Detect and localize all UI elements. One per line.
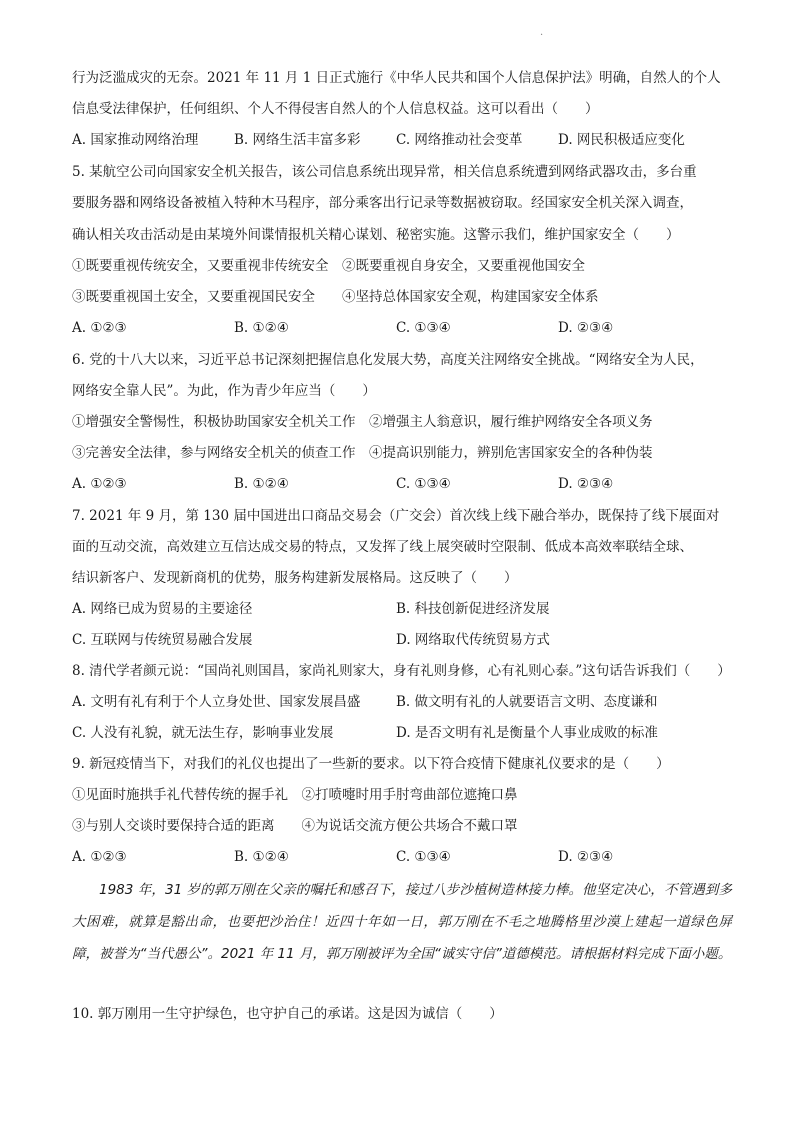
q4-text-line1: 行为泛滥成灾的无奈。2021 年 11 月 1 日正式施行《中华人民共和国个人信息保护法》明确，自然人的个人 (72, 70, 721, 86)
q8-text-line1: 8. 清代学者颜元说：“国尚礼则国昌，家尚礼则家大，身有礼则身修，心有礼则心泰。”这句话告诉我们（ ） (72, 663, 731, 679)
q9-statement-1: ①见面时施拱手礼代替传统的握手礼 ②打喷嚏时用手肘弯曲部位遮掩口鼻 (72, 787, 518, 803)
q6-text-line2: 网络安全靠人民”。为此，作为青少年应当（ ） (72, 383, 376, 399)
q10-text-line1: 10. 郭万刚用一生守护绿色，也守护自己的承诺。这是因为诚信（ ） (72, 1006, 503, 1022)
q5-option-b: B. ①②④ (234, 320, 289, 336)
q9-text-line1: 9. 新冠疫情当下，对我们的礼仪也提出了一些新的要求。以下符合疫情下健康礼仪要求的是（ ） (72, 756, 670, 772)
q7-text-line2: 面的互动交流，高效建立互信达成交易的特点，又发挥了线上展突破时空限制、低成本高效率联结全球、 (72, 539, 693, 555)
q4-option-b: B. 网络生活丰富多彩 (234, 132, 361, 148)
q7-option-c: C. 互联网与传统贸易融合发展 (72, 632, 253, 648)
q7-text-line3: 结识新客户、发现新商机的优势，服务构建新发展格局。这反映了（ ） (72, 570, 518, 586)
q4-option-d: D. 网民积极适应变化 (558, 132, 685, 148)
q9-option-d: D. ②③④ (558, 849, 614, 865)
q6-option-c: C. ①③④ (396, 476, 451, 492)
q4-text-line2: 信息受法律保护，任何组织、个人不得侵害自然人的个人信息权益。这可以看出（ ） (72, 101, 599, 117)
material-paragraph: 1983 年，31 岁的郭万刚在父亲的嘱托和感召下，接过八步沙植树造林接力棒。他坚定决心，不管遇到多大困难，就算是豁出命，也要把沙治住！近四十年如一日，郭万刚在不毛之地腾格里沙漠上建起一道绿色屏障，被誉为“当代愚公”。2021 年 11 月，郭万刚被评为全国“诚实守信”道德模范。请根据材料完成下面小题。 (72, 882, 732, 962)
q9-option-c: C. ①③④ (396, 849, 451, 865)
q9-option-a: A. ①②③ (72, 849, 127, 865)
page-mark: · (540, 30, 544, 41)
q6-option-a: A. ①②③ (72, 476, 127, 492)
q8-option-d: D. 是否文明有礼是衡量个人事业成败的标准 (396, 725, 658, 741)
q4-option-a: A. 国家推动网络治理 (72, 132, 199, 148)
q6-text-line1: 6. 党的十八大以来，习近平总书记深刻把握信息化发展大势，高度关注网络安全挑战。“网络安全为人民， (72, 352, 704, 368)
q7-option-a: A. 网络已成为贸易的主要途径 (72, 601, 253, 617)
q6-statement-1: ①增强安全警惕性，积极协助国家安全机关工作 ②增强主人翁意识，履行维护网络安全各项义务 (72, 414, 653, 430)
q5-text-line3: 确认相关攻击活动是由某境外间谍情报机关精心谋划、秘密实施。这警示我们，维护国家安全（ ） (72, 227, 680, 243)
q5-option-c: C. ①③④ (396, 320, 451, 336)
q9-option-b: B. ①②④ (234, 849, 289, 865)
q5-option-a: A. ①②③ (72, 320, 127, 336)
q7-option-d: D. 网络取代传统贸易方式 (396, 632, 550, 648)
q6-option-b: B. ①②④ (234, 476, 289, 492)
q7-text-line1: 7. 2021 年 9 月，第 130 届中国进出口商品交易会（广交会）首次线上线下融合举办，既保持了线下展面对 (72, 508, 720, 524)
q5-option-d: D. ②③④ (558, 320, 614, 336)
q8-option-a: A. 文明有礼有利于个人立身处世、国家发展昌盛 (72, 694, 361, 710)
q4-option-c: C. 网络推动社会变革 (396, 132, 523, 148)
q5-statement-2: ③既要重视国土安全，又要重视国民安全 ④坚持总体国家安全观，构建国家安全体系 (72, 289, 599, 305)
q5-statement-1: ①既要重视传统安全，又要重视非传统安全 ②既要重视自身安全，又要重视他国安全 (72, 258, 585, 274)
q8-option-c: C. 人没有礼貌，就无法生存，影响事业发展 (72, 725, 334, 741)
q8-option-b: B. 做文明有礼的人就要语言文明、态度谦和 (396, 694, 658, 710)
q9-statement-2: ③与别人交谈时要保持合适的距离 ④为说话交流方便公共场合不戴口罩 (72, 818, 518, 834)
q6-option-d: D. ②③④ (558, 476, 614, 492)
q5-text-line1: 5. 某航空公司向国家安全机关报告，该公司信息系统出现异常，相关信息系统遭到网络武器攻击，多台重 (72, 164, 697, 180)
q7-option-b: B. 科技创新促进经济发展 (396, 601, 550, 617)
q6-statement-2: ③完善安全法律，参与网络安全机关的侦查工作 ④提高识别能力，辨别危害国家安全的各种伪装 (72, 445, 653, 461)
q5-text-line2: 要服务器和网络设备被植入特种木马程序，部分乘客出行记录等数据被窃取。经国家安全机关深入调查， (72, 195, 693, 211)
